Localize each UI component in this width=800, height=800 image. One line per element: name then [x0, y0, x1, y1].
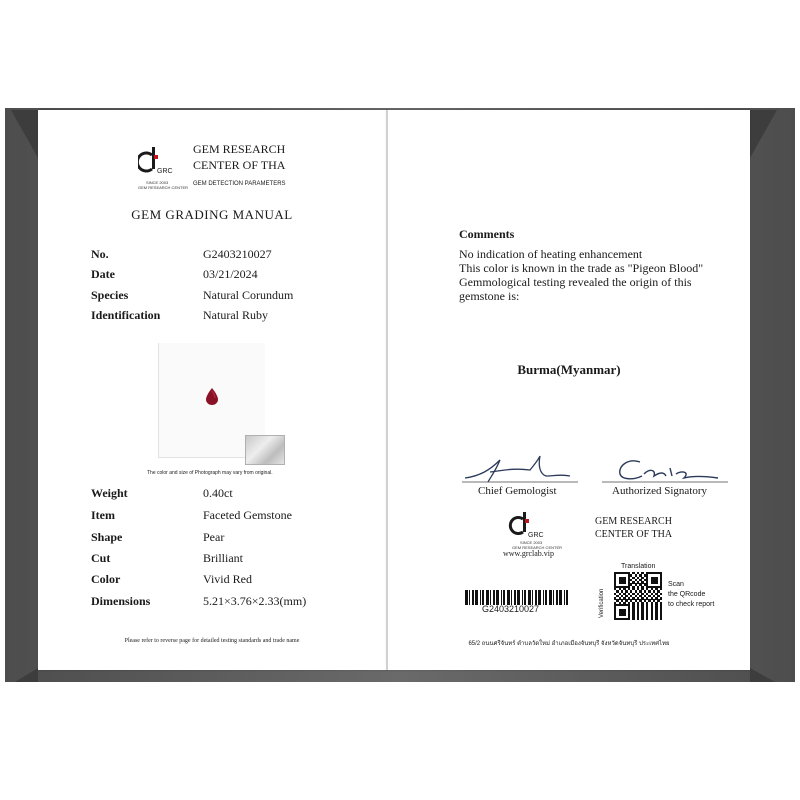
- field-cut-value: Brilliant: [203, 551, 243, 565]
- qr-module: [655, 581, 657, 583]
- field-date-value: 03/21/2024: [203, 267, 258, 281]
- barcode-bar: [503, 590, 505, 605]
- barcode-bar: [486, 590, 489, 605]
- qr-module: [628, 618, 630, 620]
- gem-photo: [158, 343, 265, 458]
- barcode-bar: [553, 590, 554, 605]
- barcode-bar: [566, 590, 568, 605]
- barcode-bar: [465, 590, 468, 605]
- barcode-bar: [538, 590, 541, 605]
- comment-line: No indication of heating enhancement: [459, 247, 643, 261]
- footer-note: Please refer to reverse page for detailed testing standards and trade name: [124, 638, 300, 644]
- comment-line: Gemmological testing revealed the origin of this: [459, 275, 692, 289]
- grc-logo-icon: [508, 510, 558, 544]
- barcode-bar: [480, 590, 481, 605]
- field-no-label: No.: [91, 247, 109, 261]
- authorized-signatory-label: Authorized Signatory: [612, 485, 708, 497]
- barcode-bar: [549, 590, 552, 605]
- page-spine: [386, 110, 388, 670]
- field-dimensions-label: Dimensions: [91, 594, 151, 608]
- qr-module: [660, 593, 662, 595]
- barcode-bar: [507, 590, 510, 605]
- field-shape-label: Shape: [91, 530, 123, 544]
- barcode-bar: [514, 590, 516, 605]
- barcode: [465, 590, 572, 605]
- field-shape-value: Pear: [203, 530, 225, 544]
- comment-line: This color is known in the trade as "Pigeon Blood": [459, 261, 704, 275]
- field-identification-label: Identification: [91, 308, 161, 322]
- barcode-text: G2403210027: [482, 604, 540, 614]
- org-name-line1-right: GEM RESEARCH: [595, 516, 672, 527]
- barcode-bar: [559, 590, 562, 605]
- field-weight-label: Weight: [91, 486, 128, 500]
- qr-instructions: [668, 580, 714, 610]
- barcode-bar: [522, 590, 523, 605]
- barcode-bar: [532, 590, 533, 605]
- logo-since: SINCE 2003: [146, 180, 169, 185]
- photo-caption: The color and size of Photograph may vary from original.: [147, 470, 273, 476]
- comment-line: gemstone is:: [459, 289, 520, 303]
- qr-module: [660, 597, 662, 599]
- chief-gemologist-label: Chief Gemologist: [478, 485, 557, 497]
- qr-module: [655, 618, 657, 620]
- logo-center: GEM RESEARCH CENTER: [512, 545, 563, 550]
- field-color-label: Color: [91, 572, 121, 586]
- logo-since: SINCE 2003: [520, 540, 543, 545]
- qr-note-line: Scan: [668, 581, 684, 588]
- barcode-bar: [482, 590, 484, 605]
- verification-label: Verification: [599, 588, 605, 618]
- hologram-seal: [245, 435, 285, 465]
- barcode-bar: [535, 590, 537, 605]
- qr-code[interactable]: [614, 572, 662, 620]
- barcode-bar: [501, 590, 502, 605]
- field-color-value: Vivid Red: [203, 572, 252, 586]
- comments-block: [459, 247, 703, 303]
- chief-gemologist-signature: [460, 450, 580, 490]
- org-tagline: GEM DETECTION PARAMETERS: [193, 181, 286, 187]
- qr-module: [651, 618, 653, 620]
- field-identification-value: Natural Ruby: [203, 308, 268, 322]
- barcode-bar: [556, 590, 558, 605]
- qr-module: [660, 618, 662, 620]
- field-item-value: Faceted Gemstone: [203, 508, 292, 522]
- origin-value: Burma(Myanmar): [517, 362, 621, 377]
- comments-heading: Comments: [459, 227, 515, 241]
- page-title: GEM GRADING MANUAL: [131, 207, 293, 222]
- qr-module: [641, 618, 643, 620]
- qr-module: [623, 613, 625, 615]
- org-name-line2-right: CENTER OF THA: [595, 529, 673, 540]
- address-line: 65/2 ถนนศรีจันทร์ ตำบลวัดใหม่ อำเภอเมืองจันทบุรี จังหวัดจันทบุรี ประเทศไทย: [468, 641, 670, 647]
- field-species-label: Species: [91, 288, 129, 302]
- qr-module: [660, 588, 662, 590]
- ruby-pear-icon: [205, 387, 219, 405]
- logo-letters: GRC: [157, 168, 173, 175]
- qr-module: [632, 618, 634, 620]
- field-dimensions-value: 5.21×3.76×2.33(mm): [203, 594, 307, 608]
- logo-letters: GRC: [528, 532, 544, 539]
- translation-label: Translation: [621, 563, 656, 570]
- org-name-line1: GEM RESEARCH: [193, 142, 286, 156]
- authorized-signature: [600, 450, 730, 490]
- field-date-label: Date: [91, 267, 115, 281]
- qr-note-line: to check report: [668, 601, 715, 608]
- barcode-bar: [528, 590, 531, 605]
- qr-module: [623, 581, 625, 583]
- field-item-label: Item: [91, 508, 115, 522]
- barcode-bar: [524, 590, 526, 605]
- field-cut-label: Cut: [91, 551, 111, 565]
- field-no-value: G2403210027: [203, 247, 272, 261]
- qr-note-line: the QRcode: [668, 591, 706, 598]
- barcode-bar: [545, 590, 547, 605]
- qr-module: [646, 618, 648, 620]
- field-weight-value: 0.40ct: [203, 486, 233, 500]
- barcode-bar: [475, 590, 478, 605]
- field-species-value: Natural Corundum: [203, 288, 294, 302]
- website-link[interactable]: www.grclab.vip: [503, 549, 555, 558]
- barcode-bar: [490, 590, 491, 605]
- barcode-bar: [469, 590, 470, 605]
- barcode-bar: [493, 590, 495, 605]
- barcode-bar: [472, 590, 474, 605]
- logo-center: GEM RESEARCH CENTER: [138, 185, 189, 190]
- grc-logo: [138, 143, 189, 191]
- org-name-line2: CENTER OF THA: [193, 158, 286, 172]
- barcode-bar: [517, 590, 520, 605]
- grc-logo-icon: [138, 143, 186, 183]
- barcode-bar: [511, 590, 512, 605]
- qr-module: [637, 618, 639, 620]
- barcode-bar: [496, 590, 499, 605]
- barcode-bar: [564, 590, 565, 605]
- barcode-bar: [543, 590, 544, 605]
